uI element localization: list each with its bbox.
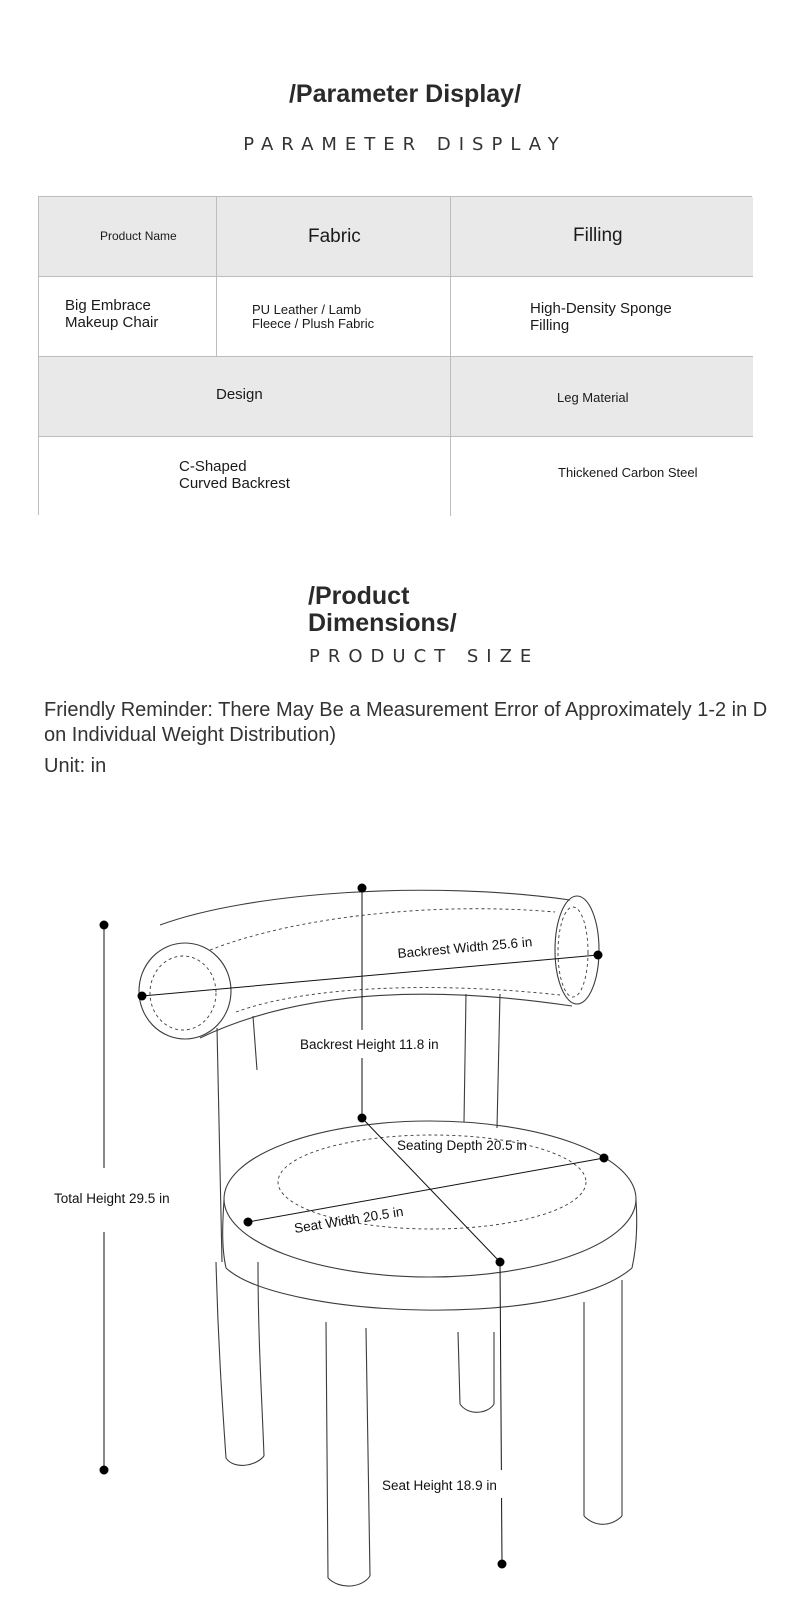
backrest-height-label: Backrest Height 11.8 in [300,1037,439,1052]
table-value-cell [451,277,753,357]
label-backgrounds [48,1030,512,1498]
parameter-table [38,196,752,515]
unit-label: Unit: in [44,755,107,777]
parameter-display-subtitle: PARAMETER DISPLAY [243,134,567,155]
product-dimensions-title: /Product Dimensions/ [308,582,457,637]
seating-depth-label: Seating Depth 20.5 in [397,1138,527,1153]
table-value-cell [39,437,451,516]
table-header-cell [39,357,451,437]
design-value: C-Shaped Curved Backrest [179,458,290,492]
table-value-cell [217,277,451,357]
product-name-header: Product Name [100,229,177,243]
table-header-cell [39,197,217,277]
filling-header: Filling [573,225,623,246]
endpoint-dot [358,1114,367,1123]
backrest-width-label: Backrest Width 25.6 in [396,934,533,961]
measurement-reminder [44,698,790,748]
reminder-line-2: on Individual Weight Distribution) [44,724,337,746]
table-header-cell [217,197,451,277]
seat-height-label: Seat Height 18.9 in [382,1478,497,1493]
endpoint-dot [100,1466,109,1475]
leg-material-header: Leg Material [557,390,629,405]
table-header-cell [451,357,753,437]
fabric-header: Fabric [308,226,361,247]
table-header-cell [451,197,753,277]
seat-width-label: Seat Width 20.5 in [293,1203,405,1236]
reminder-line-1: Friendly Reminder: There May Be a Measurement Error of Approximately 1-2 in D [44,699,768,721]
fabric-value: PU Leather / Lamb Fleece / Plush Fabric [252,302,375,332]
backrest-width-line [142,955,598,996]
table-value-cell [39,277,217,357]
total-height-label: Total Height 29.5 in [54,1191,170,1206]
product-dimensions-subtitle: PRODUCT SIZE [309,646,540,667]
design-header: Design [216,386,263,403]
chair-dimension-drawing [0,860,790,1622]
endpoint-dot [496,1258,505,1267]
endpoint-dot [498,1560,507,1569]
endpoint-dot [244,1218,253,1227]
product-name-value: Big Embrace Makeup Chair [65,297,159,331]
leg-material-value: Thickened Carbon Steel [558,465,698,480]
endpoint-dot [358,884,367,893]
endpoint-dot [138,992,147,1001]
table-value-cell [451,437,753,516]
endpoint-dot [100,921,109,930]
filling-value: High-Density Sponge Filling [530,300,672,334]
endpoint-dot [594,951,603,960]
parameter-display-title: /Parameter Display/ [288,80,522,108]
endpoint-dot [600,1154,609,1163]
